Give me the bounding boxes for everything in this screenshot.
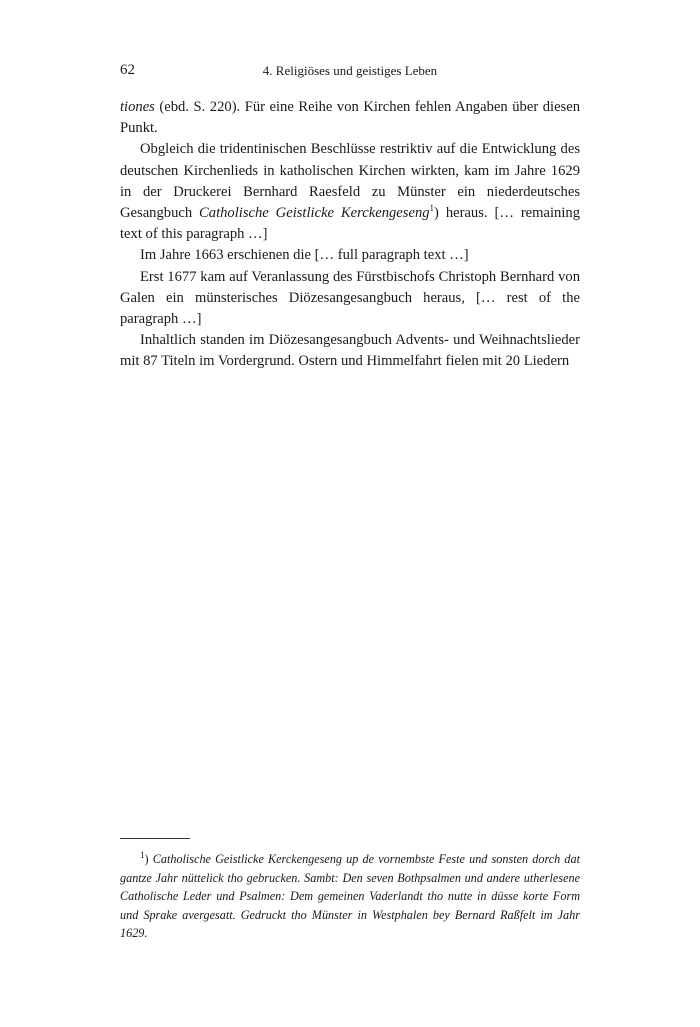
paragraph-text: ) heraus. [… remaining text of this paragraph …] — [120, 205, 580, 243]
paragraph-inhalt: Inhaltlich standen im Diözesangesangbuch Advents- und Weihnachtslieder mit 87 Titeln im Vordergrund. Ostern und Himmelfahrt fielen mit 20 Liedern — [120, 332, 580, 370]
paragraph-text: Obgleich die tridentinischen Beschlüsse restriktiv auf die Entwicklung des deutschen Kirchenlieds in katholischen Kirchen wirkten, kam im Jahre 1629 in der Druckerei Bernhard Raesfeld zu Münster ein niederdeutsches Gesangbuch — [120, 141, 580, 222]
opening-text: (ebd. S. 220). Für eine Reihe von Kirchen fehlen Angaben über diesen Punkt. — [120, 99, 580, 137]
footnote-number: 1 — [140, 849, 145, 860]
footnote — [120, 850, 580, 943]
paragraph-1663: Im Jahre 1663 erschienen die [… full paragraph text …] — [140, 247, 469, 264]
opening-word: tiones — [120, 99, 155, 115]
page-number: 62 — [120, 62, 135, 78]
paragraph-gesangbuch-1629 — [120, 139, 580, 245]
running-title: 4. Religiöses und geistiges Leben — [262, 63, 438, 78]
footnote-marker: 1 — [429, 203, 435, 214]
footnote-rule — [120, 838, 190, 839]
running-head — [120, 62, 580, 82]
footnote-text-block: $^1$) Catholische Geistlicke Kerckengeseng up de vornembste Feste und sonsten dorch dat gantze Jahr nüttelick tho gebrucken. Sambt: Den seven Bothpsalmen und andere utherlesene Catholische Leder und Psalmen: Dem gemeinen Vaderlandt tho nutte in düsse korte Form und Sprake avergesatt. Gedruckt tho Münster in Westphalen bey Bernard Raßfelt im Jahr 1629. — [120, 849, 581, 941]
body-text — [120, 97, 580, 373]
book-title: Catholische Geistlicke Kerckengeseng — [199, 205, 430, 222]
opening-paragraph — [120, 97, 580, 139]
paragraph-1677: Erst 1677 kam auf Veranlassung des Fürstbischofs Christoph Bernhard von Galen ein münsterisches Diözesangesangbuch heraus, [… rest of the paragraph …] — [120, 268, 580, 328]
footnote-text: Catholische Geistlicke Kerckengeseng up de vornembste Feste und sonsten dorch dat gantze Jahr nüttelick tho gebrucken. Sambt: Den seven Bothpsalmen und andere utherlesene Catholische Leder und Psalmen: Dem gemeinen Vaderlandt tho nutte in düsse korte Form und Sprake avergesatt. Gedruckt tho Münster in Westphalen bey Bernard Raßfelt im Jahr 1629. — [120, 852, 581, 941]
